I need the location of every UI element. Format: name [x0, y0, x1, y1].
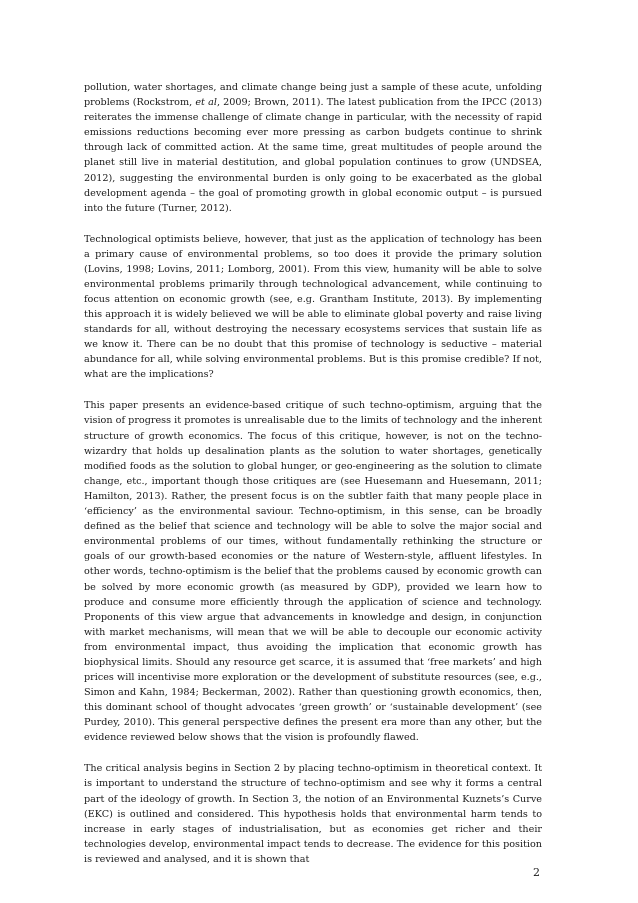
paragraph-4-text: The critical analysis begins in Section 2 by placing techno-optimism in theoretical context. It is important to understand the structure of techno-optimism and see why it forms a central part of the ideology of growth. In Section 3, the notion of an Environmental Kuznets’s Curve (EKC) is outlined and considered. This hypothesis holds that environmental harm tends to increase in early stages of industrialisation, but as economies get richer and their technologies develop, environmental impact tends to decrease. The evidence for this position is reviewed and analysed, and it is shown that: [84, 763, 542, 865]
paragraph-3: [84, 398, 542, 745]
body-text: [84, 80, 542, 867]
page-number: 2: [533, 866, 540, 879]
paragraph-2-text: Technological optimists believe, however, that just as the application of technology has been a primary cause of environmental problems, so too does it provide the primary solution (Lovins, 1998; Lovins, 2011; Lomborg, 2001). From this view, humanity will be able to solve environmental problems primarily through technological advancement, while continuing to focus attention on economic growth (see, e.g. Grantham Institute, 2013). By implementing this approach it is widely believed we will be able to eliminate global poverty and raise living standards for all, without destroying the necessary ecosystems services that sustain life as we know it. There can be no doubt that this promise of technology is seductive – material abundance for all, while solving environmental problems. But is this promise credible? If not, what are the implications?: [84, 233, 542, 381]
paragraph-3-text: This paper presents an evidence-based critique of such techno-optimism, arguing that the vision of progress it promotes is unrealisable due to the limits of technology and the inherent structure of growth economics. The focus of this critique, however, is not on the techno-wizardry that holds up desalination plants as the solution to water shortages, genetically modified foods as the solution to global hunger, or geo-engineering as the solution to climate change, etc., important though those critiques are (see Huesemann and Huesemann, 2011; Hamilton, 2013). Rather, the present focus is on the subtler faith that many people place in ‘efficiency’ as the environmental saviour. Techno-optimism, in this sense, can be broadly defined as the belief that science and technology will be able to solve the major social and environmental problems of our times, without fundamentally rethinking the structure or goals of our growth-based economies or the nature of Western-style, affluent lifestyles. In other words, techno-optimism is the belief that the problems caused by economic growth can be solved by more economic growth (as measured by GDP), provided we learn how to produce and consume more efficiently through the application of science and technology. Proponents of this view argue that advancements in knowledge and design, in conjunction with market mechanisms, will mean that we will be able to decouple our economic activity from environmental impact, thus avoiding the implication that economic growth has biophysical limits. Should any resource get scarce, it is assumed that ‘free markets’ and high prices will incentivise more exploration or the development of substitute resources (see, e.g., Simon and Kahn, 1984; Beckerman, 2002). Rather than questioning growth economics, then, this dominant school of thought advocates ‘green growth’ or ‘sustainable development’ (see Purdey, 2010). This general perspective defines the present era more than any other, but the evidence reviewed below shows that the vision is profoundly flawed.: [84, 400, 542, 744]
paragraph-1: [84, 80, 542, 216]
paragraph-1-italic-et-al: et al: [195, 97, 217, 109]
paragraph-1-text-a: pollution, water shortages, and climate change being just a sample of these acute, unfolding problems (Rockstrom,: [84, 82, 542, 109]
paragraph-4: [84, 761, 542, 867]
paragraph-1-text-b: , 2009; Brown, 2011). The latest publication from the IPCC (2013) reiterates the immense challenge of climate change in particular, with the necessity of rapid emissions reductions becoming ever more pressing as carbon budgets continue to shrink through lack of committed action. At the same time, great multitudes of people around the planet still live in material destitution, and global population continues to grow (UNDSEA, 2012), suggesting the environmental burden is only going to be exacerbated as the global development agenda – the goal of promoting growth in global economic output – is pursued into the future (Turner, 2012).: [84, 97, 543, 214]
paragraph-2: [84, 232, 542, 383]
